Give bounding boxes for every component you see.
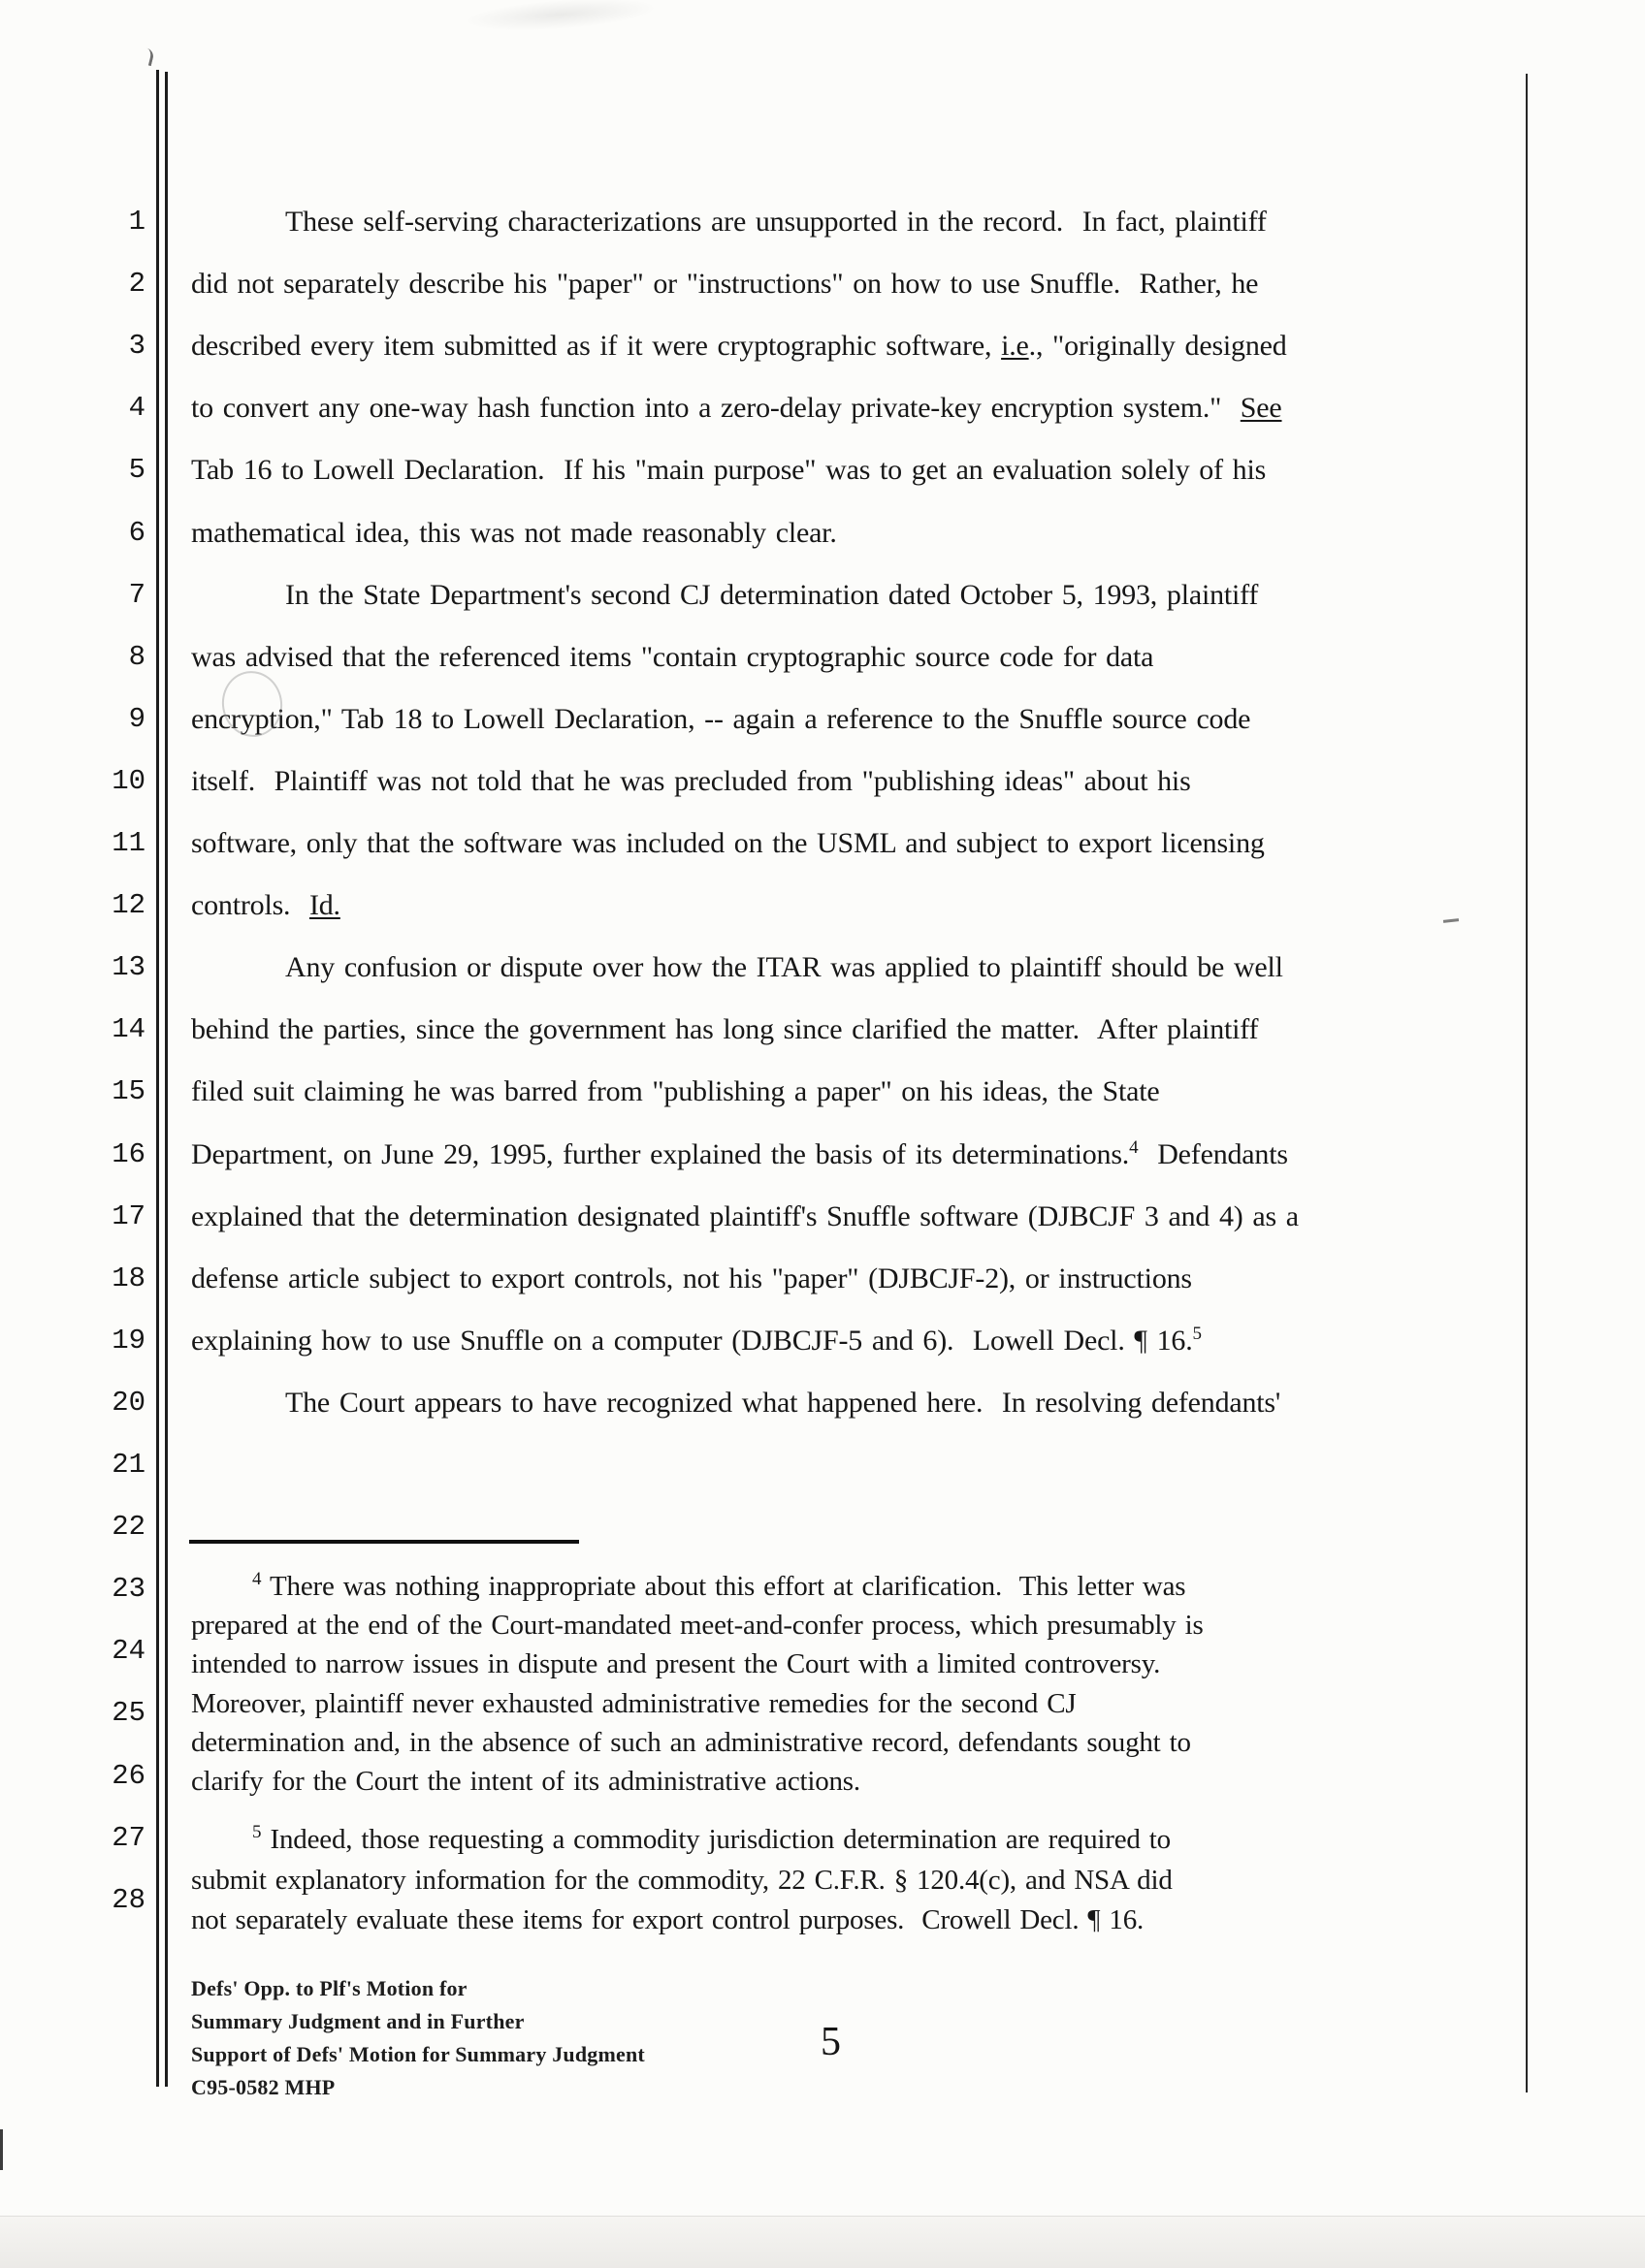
- footnote-line: determination and, in the absence of such an administrative record, defendants sought to: [191, 1726, 1191, 1758]
- line-number: 7: [128, 578, 145, 611]
- text-segment: itself. Plaintiff was not told that he was precluded from "publishing ideas" about his: [191, 764, 1191, 797]
- footnote-marker: 5: [252, 1822, 262, 1842]
- line-number: 21: [112, 1449, 145, 1481]
- body-line: [191, 946, 1283, 991]
- footnote-line: not separately evaluate these items for export control purposes. Crowell Decl. ¶ 16.: [191, 1904, 1145, 1935]
- body-line: [191, 1196, 1299, 1240]
- underlined-citation: See: [1240, 392, 1282, 425]
- body-line: [191, 884, 340, 929]
- footnote-separator-rule: [189, 1540, 579, 1544]
- footnote-line: Moreover, plaintiff never exhausted administrative remedies for the second CJ: [191, 1687, 1077, 1719]
- line-number: 4: [128, 392, 145, 425]
- footnote-marker: 4: [252, 1569, 262, 1589]
- text-segment: controls.: [191, 889, 309, 922]
- line-number: 19: [112, 1324, 145, 1357]
- text-segment: mathematical idea, this was not made reasonably clear.: [191, 516, 837, 549]
- line-number: 17: [112, 1199, 145, 1232]
- line-number: 27: [112, 1821, 145, 1854]
- body-line: [191, 636, 1153, 681]
- text-segment: did not separately describe his "paper" or "instructions" on how to use Snuffle. Rather, he: [191, 268, 1259, 301]
- footnote-line: $^4$ There was nothing inappropriate about this effort at clarification. This letter was: [252, 1569, 1186, 1602]
- text-segment: These self-serving characterizations are unsupported in the record. In fact, plaintiff: [285, 206, 1267, 238]
- footnote-line: clarify for the Court the intent of its administrative actions.: [191, 1766, 860, 1797]
- footer-line: Support of Defs' Motion for Summary Judgment: [191, 2042, 645, 2066]
- text-segment: software, only that the software was included on the USML and subject to export licensing: [191, 827, 1265, 859]
- body-line: [191, 201, 1267, 245]
- line-number: 25: [112, 1697, 145, 1730]
- body-line: [191, 698, 1250, 743]
- stray-dash-mark: [1443, 918, 1459, 923]
- body-line: [191, 1382, 1280, 1426]
- body-line: [191, 263, 1258, 307]
- line-number: 20: [112, 1386, 145, 1419]
- line-number: 18: [112, 1262, 145, 1294]
- line-number: 13: [112, 951, 145, 984]
- footnote-reference: 5: [1192, 1323, 1203, 1344]
- line-number: 1: [128, 206, 145, 238]
- text-segment: In the State Department's second CJ determination dated October 5, 1993, plaintiff: [285, 578, 1259, 611]
- line-number: 12: [112, 889, 145, 922]
- line-number: 10: [112, 764, 145, 797]
- body-line: [191, 325, 1287, 369]
- line-number: 8: [128, 640, 145, 673]
- underlined-citation: Id.: [308, 889, 340, 922]
- line-number: 24: [112, 1635, 145, 1668]
- line-number: 22: [112, 1511, 145, 1544]
- footer-line: C95-0582 MHP: [191, 2075, 336, 2099]
- page-number: 5: [821, 2020, 841, 2064]
- text-segment: Any confusion or dispute over how the ITAR was applied to plaintiff should be well: [285, 951, 1283, 984]
- body-line: [191, 760, 1191, 805]
- text-segment: behind the parties, since the government has long since clarified the matter. After plaintiff: [191, 1013, 1259, 1046]
- text-segment: to convert any one-way hash function into a zero-delay private-key encryption system.": [191, 392, 1241, 425]
- line-number: 11: [112, 827, 145, 859]
- body-line: [191, 449, 1266, 494]
- left-double-rule-outer: [156, 70, 159, 2087]
- footnote-line: $^5$ Indeed, those requesting a commodity jurisdiction determination are required to: [252, 1822, 1171, 1855]
- text-segment: defense article subject to export controls, not his "paper" (DJBCJF-2), or instructions: [191, 1262, 1192, 1294]
- text-segment: Defendants: [1138, 1137, 1288, 1170]
- body-line: [191, 1320, 1202, 1364]
- text-segment: ., "originally designed: [1028, 330, 1287, 363]
- line-number: 5: [128, 454, 145, 487]
- text-segment: explained that the determination designated plaintiff's Snuffle software (DJBCJF 3 and 4) as a: [191, 1199, 1299, 1232]
- footnote-reference: 4: [1129, 1136, 1139, 1158]
- line-number: 23: [112, 1573, 145, 1606]
- footnote-line: prepared at the end of the Court-mandated meet-and-confer process, which presumably is: [191, 1610, 1204, 1642]
- line-number: 16: [112, 1137, 145, 1170]
- line-number: 9: [128, 702, 145, 735]
- scan-edge-artifact: [0, 2129, 3, 2170]
- text-segment: filed suit claiming he was barred from "publishing a paper" on his ideas, the State: [191, 1075, 1160, 1108]
- line-number: 6: [128, 516, 145, 549]
- footer-line: Summary Judgment and in Further: [191, 2009, 525, 2033]
- body-line: [191, 574, 1258, 619]
- underlined-citation: i.e: [1001, 330, 1029, 363]
- scan-edge-band: [0, 2216, 1645, 2268]
- scan-smudge: [463, 0, 659, 36]
- body-line: [191, 1070, 1159, 1115]
- right-margin-rule: [1526, 74, 1528, 2092]
- line-number: 28: [112, 1883, 145, 1916]
- text-segment: described every item submitted as if it were cryptographic software,: [191, 330, 1002, 363]
- line-number: 3: [128, 330, 145, 363]
- body-line: [191, 512, 837, 557]
- line-number: 2: [128, 268, 145, 301]
- footer-line: Defs' Opp. to Plf's Motion for: [191, 1976, 468, 2000]
- line-number: 15: [112, 1075, 145, 1108]
- text-segment: encryption," Tab 18 to Lowell Declaration, -- again a reference to the Snuffle source code: [191, 702, 1251, 735]
- line-number: 26: [112, 1759, 145, 1792]
- text-segment: Department, on June 29, 1995, further explained the basis of its determinations.: [191, 1137, 1130, 1170]
- line-number: 14: [112, 1013, 145, 1046]
- body-line: [191, 387, 1282, 431]
- stray-pen-mark: [140, 48, 155, 66]
- text-segment: explaining how to use Snuffle on a computer (DJBCJF-5 and 6). Lowell Decl. ¶ 16.: [191, 1324, 1193, 1357]
- left-double-rule-inner: [165, 72, 168, 2087]
- footnote-line: intended to narrow issues in dispute and present the Court with a limited controversy.: [191, 1648, 1161, 1680]
- text-segment: The Court appears to have recognized what happened here. In resolving defendants': [285, 1386, 1281, 1419]
- text-segment: Tab 16 to Lowell Declaration. If his "main purpose" was to get an evaluation solely of his: [191, 454, 1267, 487]
- body-line: [191, 1008, 1258, 1053]
- body-line: [191, 822, 1265, 867]
- footnote-line: submit explanatory information for the commodity, 22 C.F.R. § 120.4(c), and NSA did: [191, 1864, 1173, 1896]
- body-line: [191, 1258, 1192, 1302]
- text-segment: was advised that the referenced items "contain cryptographic source code for data: [191, 640, 1154, 673]
- body-line: [191, 1134, 1288, 1178]
